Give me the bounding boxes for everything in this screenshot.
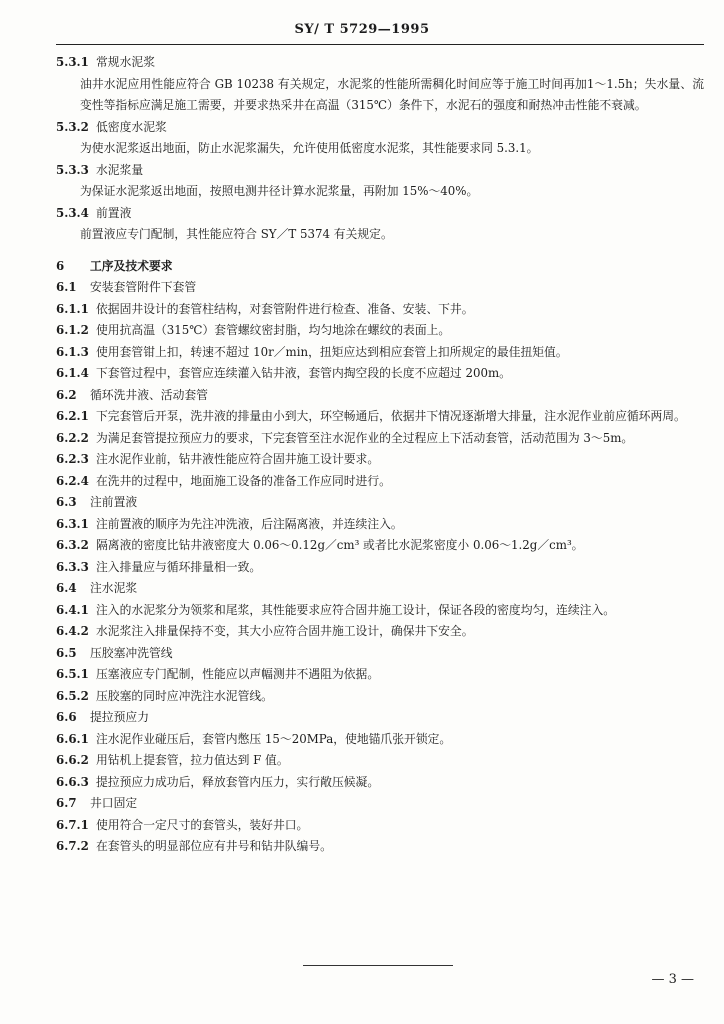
clause-text: 注前置液的顺序为先注冲洗液，后注隔离液，并连续注入。 bbox=[96, 516, 403, 531]
clause-number: 6.6.1 bbox=[56, 731, 89, 746]
clause-number: 6.3.2 bbox=[56, 538, 89, 552]
clause-number: 5.3.4 bbox=[56, 205, 89, 220]
clause-number: 6.2.4 bbox=[56, 473, 89, 488]
clause-text: 压胶塞冲洗管线 bbox=[90, 645, 173, 660]
clause-number: 6.1 bbox=[56, 280, 77, 294]
clause-item bbox=[56, 363, 704, 385]
clause-number: 6.7.2 bbox=[56, 839, 89, 853]
clause-text: 水泥浆量 bbox=[96, 162, 144, 177]
clause-number: 6.2 bbox=[56, 387, 77, 402]
clause-heading bbox=[56, 578, 704, 600]
clause-text: 井口固定 bbox=[90, 796, 138, 810]
clause-number: 5.3.3 bbox=[56, 162, 89, 177]
clause-item bbox=[56, 471, 704, 493]
clause-number: 6.5 bbox=[56, 645, 77, 660]
clause-item bbox=[56, 342, 704, 364]
clause-text: 使用符合一定尺寸的套管头，装好井口。 bbox=[96, 817, 309, 832]
clause-text: 提拉预应力成功后，释放套管内压力，实行敞压候凝。 bbox=[96, 774, 380, 789]
clause-number: 6 bbox=[56, 258, 65, 273]
clause-heading bbox=[56, 203, 704, 225]
clause-text: 隔离液的密度比钻井液密度大 0.06～0.12g／cm³ 或者比水泥浆密度小 0.06～1.2g／cm³。 bbox=[96, 538, 584, 552]
clause-heading bbox=[56, 707, 704, 729]
clause-heading bbox=[56, 52, 704, 74]
clause-item bbox=[56, 557, 704, 579]
clause-item bbox=[56, 815, 704, 837]
section-gap bbox=[56, 246, 704, 256]
clause-item bbox=[56, 600, 704, 622]
clause-number: 6.7.1 bbox=[56, 817, 89, 832]
clause-text: 为满足套管提拉预应力的要求，下完套管至注水泥作业的全过程应上下活动套管，活动范围为 3～5m。 bbox=[96, 430, 634, 445]
clause-text: 在套管头的明显部位应有井号和钻井队编号。 bbox=[96, 839, 332, 853]
clause-item bbox=[56, 535, 704, 557]
clause-text: 注入排量应与循环排量相一致。 bbox=[96, 559, 262, 574]
clause-text: 注水泥作业前，钻井液性能应符合固井施工设计要求。 bbox=[96, 452, 380, 466]
clause-heading bbox=[56, 793, 704, 815]
page-number: — 3 — bbox=[651, 972, 694, 987]
clause-number: 6.3.3 bbox=[56, 559, 89, 574]
clause-heading bbox=[56, 160, 704, 182]
paragraph: 为保证水泥浆返出地面，按照电测井径计算水泥浆量，再附加 15%～40%。 bbox=[80, 184, 479, 198]
clause-number: 6.5.2 bbox=[56, 688, 89, 703]
clause-text: 水泥浆注入排量保持不变，其大小应符合固井施工设计，确保井下安全。 bbox=[96, 624, 474, 638]
clause-text: 提拉预应力 bbox=[90, 710, 149, 724]
clause-number: 6.2.1 bbox=[56, 409, 89, 423]
clause-item bbox=[56, 664, 704, 686]
clause-heading bbox=[56, 385, 704, 407]
clause-text: 低密度水泥浆 bbox=[96, 119, 167, 134]
clause-number: 6.2.3 bbox=[56, 452, 89, 466]
clause-number: 6.3.1 bbox=[56, 516, 89, 531]
clause-number: 6.1.2 bbox=[56, 323, 89, 337]
clause-text: 注前置液 bbox=[90, 495, 138, 509]
clause-number: 6.1.1 bbox=[56, 301, 89, 316]
clause-text: 工序及技术要求 bbox=[90, 258, 173, 273]
clause-item bbox=[56, 299, 704, 321]
clause-item bbox=[56, 621, 704, 643]
clause-text: 注水泥作业碰压后，套管内憋压 15～20MPa，使地锚爪张开锁定。 bbox=[96, 731, 452, 746]
clause-item bbox=[56, 750, 704, 772]
clause-number: 6.5.1 bbox=[56, 667, 89, 681]
clause-text: 注水泥浆 bbox=[90, 581, 138, 595]
clause-number: 6.6.2 bbox=[56, 753, 89, 767]
clause-item bbox=[56, 320, 704, 342]
clause-text: 前置液 bbox=[96, 205, 132, 220]
paragraph: 前置液应专门配制，其性能应符合 SY／T 5374 有关规定。 bbox=[80, 227, 393, 241]
page-header: SY/ T 5729—1995 bbox=[294, 22, 430, 37]
clause-text: 依据固井设计的套管柱结构，对套管附件进行检查、准备、安装、下井。 bbox=[96, 301, 474, 316]
section-heading bbox=[56, 256, 704, 278]
clause-number: 6.4 bbox=[56, 581, 77, 595]
clause-text: 下完套管后开泵，洗井液的排量由小到大，环空畅通后，依据井下情况逐渐增大排量，注水泥作业前应循环两周。 bbox=[96, 409, 686, 423]
clause-item bbox=[56, 428, 704, 450]
header-rule bbox=[56, 44, 704, 45]
clause-item bbox=[56, 729, 704, 751]
clause-number: 6.7 bbox=[56, 796, 77, 810]
clause-number: 6.6 bbox=[56, 710, 77, 724]
clause-item bbox=[56, 836, 704, 858]
clause-item bbox=[56, 406, 704, 428]
clause-number: 6.6.3 bbox=[56, 774, 89, 789]
clause-number: 5.3.2 bbox=[56, 119, 89, 134]
clause-heading bbox=[56, 117, 704, 139]
clause-text: 用钻机上提套管，拉力值达到 F 值。 bbox=[96, 753, 289, 767]
clause-text: 在洗井的过程中，地面施工设备的准备工作应同时进行。 bbox=[96, 473, 391, 488]
clause-text: 循环洗井液、活动套管 bbox=[90, 387, 208, 402]
clause-text: 压胶塞的同时应冲洗注水泥管线。 bbox=[96, 688, 273, 703]
clause-heading bbox=[56, 643, 704, 665]
document-body bbox=[56, 52, 704, 858]
clause-number: 6.4.1 bbox=[56, 602, 89, 617]
paragraph: 油井水泥应用性能应符合 GB 10238 有关规定，水泥浆的性能所需稠化时间应等于施工时间再加1～1.5h；失水量、流变性等指标应满足施工需要，并要求热采井在高温（315℃）条件下，水泥石的强度和耐热冲击性能不衰减。 bbox=[80, 76, 704, 112]
clause-number: 6.1.4 bbox=[56, 366, 89, 380]
footer-rule bbox=[303, 965, 453, 966]
clause-number: 6.2.2 bbox=[56, 430, 89, 445]
clause-item bbox=[56, 449, 704, 471]
clause-text: 压塞液应专门配制，性能应以声幅测井不遇阻为依据。 bbox=[96, 667, 380, 681]
clause-text: 使用抗高温（315℃）套管螺纹密封脂，均匀地涂在螺纹的表面上。 bbox=[96, 323, 451, 337]
clause-text: 使用套管钳上扣，转速不超过 10r／min，扭矩应达到相应套管上扣所规定的最佳扭矩值。 bbox=[96, 344, 568, 359]
clause-text: 安装套管附件下套管 bbox=[90, 280, 197, 294]
clause-heading bbox=[56, 492, 704, 514]
paragraph: 为使水泥浆返出地面，防止水泥浆漏失，允许使用低密度水泥浆，其性能要求同 5.3.1。 bbox=[80, 141, 539, 155]
clause-number: 6.3 bbox=[56, 495, 77, 509]
clause-text: 注入的水泥浆分为领浆和尾浆，其性能要求应符合固井施工设计，保证各段的密度均匀，连续注入。 bbox=[96, 602, 616, 617]
clause-item bbox=[56, 686, 704, 708]
clause-item bbox=[56, 772, 704, 794]
clause-text: 常规水泥浆 bbox=[96, 55, 155, 69]
clause-item bbox=[56, 514, 704, 536]
clause-text: 下套管过程中，套管应连续灌入钻井液，套管内掏空段的长度不应超过 200m。 bbox=[96, 366, 511, 380]
clause-number: 6.4.2 bbox=[56, 624, 89, 638]
clause-number: 6.1.3 bbox=[56, 344, 89, 359]
clause-heading bbox=[56, 277, 704, 299]
clause-number: 5.3.1 bbox=[56, 55, 89, 69]
